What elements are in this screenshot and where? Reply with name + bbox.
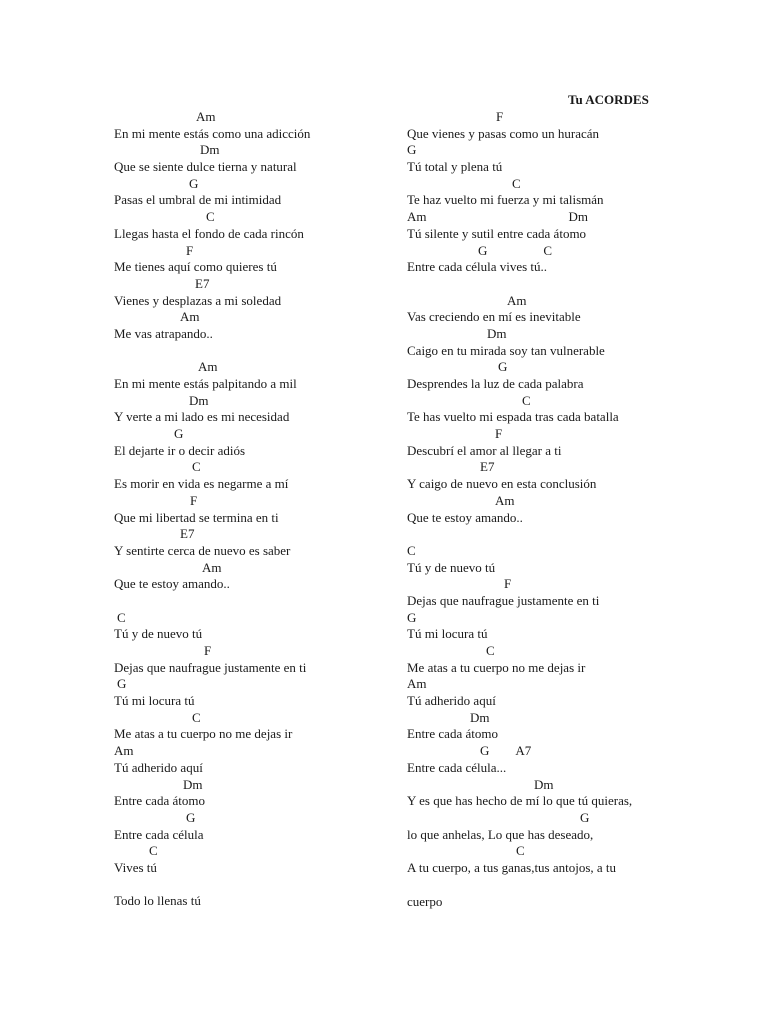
chord: Dm (470, 709, 490, 725)
lyric-line: Todo lo llenas tú (114, 893, 201, 909)
chord-line (114, 359, 384, 376)
chord: C (512, 175, 521, 191)
lyric-line: Me vas atrapando.. (114, 325, 213, 341)
chord-line (114, 526, 384, 543)
lyric-line: Entre cada célula... (407, 759, 507, 775)
chord-line (114, 560, 384, 577)
lyric-line: Llegas hasta el fondo de cada rincón (114, 225, 304, 241)
blank-line (407, 526, 657, 543)
lyric-line: En mi mente estás como una adicción (114, 125, 311, 141)
chord-line (114, 843, 384, 860)
chord-line (407, 109, 657, 126)
blank-line (407, 877, 657, 894)
left-column (114, 109, 384, 910)
lyric-line: Dejas que naufrague justamente en ti (407, 592, 600, 608)
page-title: Tu ACORDES (568, 92, 649, 107)
chord-line (114, 176, 384, 193)
chord-line (407, 843, 657, 860)
lyric-line: Pasas el umbral de mi intimidad (114, 192, 282, 208)
lyric-line: Entre cada átomo (114, 793, 205, 809)
blank-line (114, 343, 384, 360)
chord: Dm (200, 142, 220, 158)
lyric-line: Tú y de nuevo tú (407, 559, 496, 575)
chord-line (114, 243, 384, 260)
chord-line (407, 543, 657, 560)
lyric-line: Caigo en tu mirada soy tan vulnerable (407, 342, 605, 358)
chord-line (114, 426, 384, 443)
lyric-line: Tú silente y sutil entre cada átomo (407, 225, 587, 241)
chord: C (522, 392, 531, 408)
chord: Am (196, 109, 216, 124)
lyric-line: Tú total y plena tú (407, 159, 503, 175)
chord: C (407, 542, 416, 558)
lyric-line: Te has vuelto mi espada tras cada batalla (407, 409, 619, 425)
chord-line (407, 777, 657, 794)
chord-line (407, 459, 657, 476)
chord: G (117, 676, 127, 692)
chord: Am (180, 309, 200, 325)
chord-line (407, 426, 657, 443)
chord: Dm (534, 776, 554, 792)
chord: C (149, 843, 158, 859)
chord: E7 (195, 275, 210, 291)
lyric-line: Me atas a tu cuerpo no me dejas ir (407, 659, 586, 675)
lyric-line: Vives tú (114, 859, 157, 875)
lyric-line: Vienes y desplazas a mi soledad (114, 292, 282, 308)
lyric-line: Que te estoy amando.. (407, 509, 523, 525)
chord: Dm (183, 776, 203, 792)
lyric-line: Te haz vuelto mi fuerza y mi talismán (407, 192, 604, 208)
chord-line (114, 109, 384, 126)
lyric-line: Y verte a mi lado es mi necesidad (114, 409, 290, 425)
lyric-line: Me atas a tu cuerpo no me dejas ir (114, 726, 293, 742)
chord-line (114, 209, 384, 226)
lyric-line: Entre cada célula vives tú.. (407, 259, 548, 275)
chord-line (407, 576, 657, 593)
lyric-line: Tú adherido aquí (114, 759, 203, 775)
lyric-line: Tú y de nuevo tú (114, 626, 203, 642)
right-column (407, 109, 657, 910)
lyric-line: Que mi libertad se termina en ti (114, 509, 279, 525)
chord: F (186, 242, 194, 258)
lyric-line: Que te estoy amando.. (114, 576, 230, 592)
lyric-line: Y es que has hecho de mí lo que tú quieras, (407, 793, 633, 809)
chord: C (543, 242, 553, 258)
chord-line (114, 459, 384, 476)
lyric-line: Y sentirte cerca de nuevo es saber (114, 542, 291, 558)
chord: Am (114, 743, 134, 759)
chord: G (580, 809, 590, 825)
chord-line (114, 493, 384, 510)
chord: G (480, 743, 490, 759)
chord-line (407, 493, 657, 510)
chord-line (407, 676, 657, 693)
chord-line (407, 710, 657, 727)
blank-line (114, 877, 384, 894)
lyric-line: Dejas que naufrague justamente en ti (114, 659, 307, 675)
chord: C (206, 209, 215, 225)
chord: F (495, 426, 503, 442)
chord: G (407, 609, 417, 625)
chord-line (114, 810, 384, 827)
lyric-line: lo que anhelas, Lo que has deseado, (407, 826, 594, 842)
blank-line (114, 593, 384, 610)
chord: G (189, 175, 199, 191)
chord: G (478, 242, 488, 258)
lyric-line: Tú mi locura tú (114, 693, 195, 709)
chord: E7 (480, 459, 495, 475)
chord-line (407, 209, 657, 226)
chord: F (190, 492, 198, 508)
chord-line (114, 643, 384, 660)
chord: Am (407, 209, 427, 225)
chord: C (192, 459, 201, 475)
chord-line (114, 610, 384, 627)
lyric-line: Entre cada célula (114, 826, 204, 842)
chord: Am (407, 676, 427, 692)
chord-line (114, 676, 384, 693)
chord-line (114, 777, 384, 794)
chord-line (114, 710, 384, 727)
chord: G (186, 809, 196, 825)
chord: C (486, 643, 495, 658)
chord-line (407, 293, 657, 310)
lyric-line: Desprendes la luz de cada palabra (407, 376, 584, 391)
blank-line (407, 276, 657, 293)
chord-line (407, 610, 657, 627)
chord: G (407, 142, 417, 158)
chord: E7 (180, 526, 195, 542)
chord-line (114, 393, 384, 410)
lyric-line: Tú mi locura tú (407, 626, 488, 642)
chord: G (174, 426, 184, 442)
chord: Dm (568, 209, 588, 225)
chord: C (192, 709, 201, 725)
chord: A7 (515, 743, 532, 759)
lyric-line: Tú adherido aquí (407, 693, 496, 709)
lyric-line: Entre cada átomo (407, 726, 498, 742)
chord: Dm (189, 392, 209, 408)
chord-line (114, 309, 384, 326)
lyric-line: Que se siente dulce tierna y natural (114, 159, 297, 175)
chord-line (407, 643, 657, 660)
lyric-line: cuerpo (407, 893, 443, 909)
chord-line (407, 326, 657, 343)
chord: C (117, 609, 126, 625)
chord: C (516, 843, 525, 859)
chord-line (407, 810, 657, 827)
lyric-line: Vas creciendo en mí es inevitable (407, 309, 581, 325)
chord: F (204, 643, 212, 658)
chord: F (504, 576, 512, 592)
lyric-line: A tu cuerpo, a tus ganas,tus antojos, a tu (407, 859, 617, 875)
chord-line (407, 176, 657, 193)
chord: Dm (487, 325, 507, 341)
chord-line (114, 276, 384, 293)
chord: G (498, 359, 508, 375)
lyric-line: Me tienes aquí como quieres tú (114, 259, 277, 275)
chord: Am (507, 292, 527, 308)
lyric-line: Que vienes y pasas como un huracán (407, 125, 600, 141)
lyric-line: Y caigo de nuevo en esta conclusión (407, 476, 597, 492)
chord-line (407, 142, 657, 159)
lyric-line: En mi mente estás palpitando a mil (114, 376, 297, 391)
lyric-line: El dejarte ir o decir adiós (114, 442, 246, 458)
chord-line (407, 359, 657, 376)
chord-line (407, 743, 657, 760)
chord-line (407, 243, 657, 260)
lyric-line: Descubrí el amor al llegar a ti (407, 442, 562, 458)
chord: Am (495, 492, 515, 508)
chord-line (407, 393, 657, 410)
chord: F (496, 109, 504, 124)
chord: Am (202, 559, 222, 575)
lyric-line: Es morir en vida es negarme a mí (114, 476, 289, 492)
chord-line (114, 142, 384, 159)
chord: Am (198, 359, 218, 375)
chord-line (114, 743, 384, 760)
